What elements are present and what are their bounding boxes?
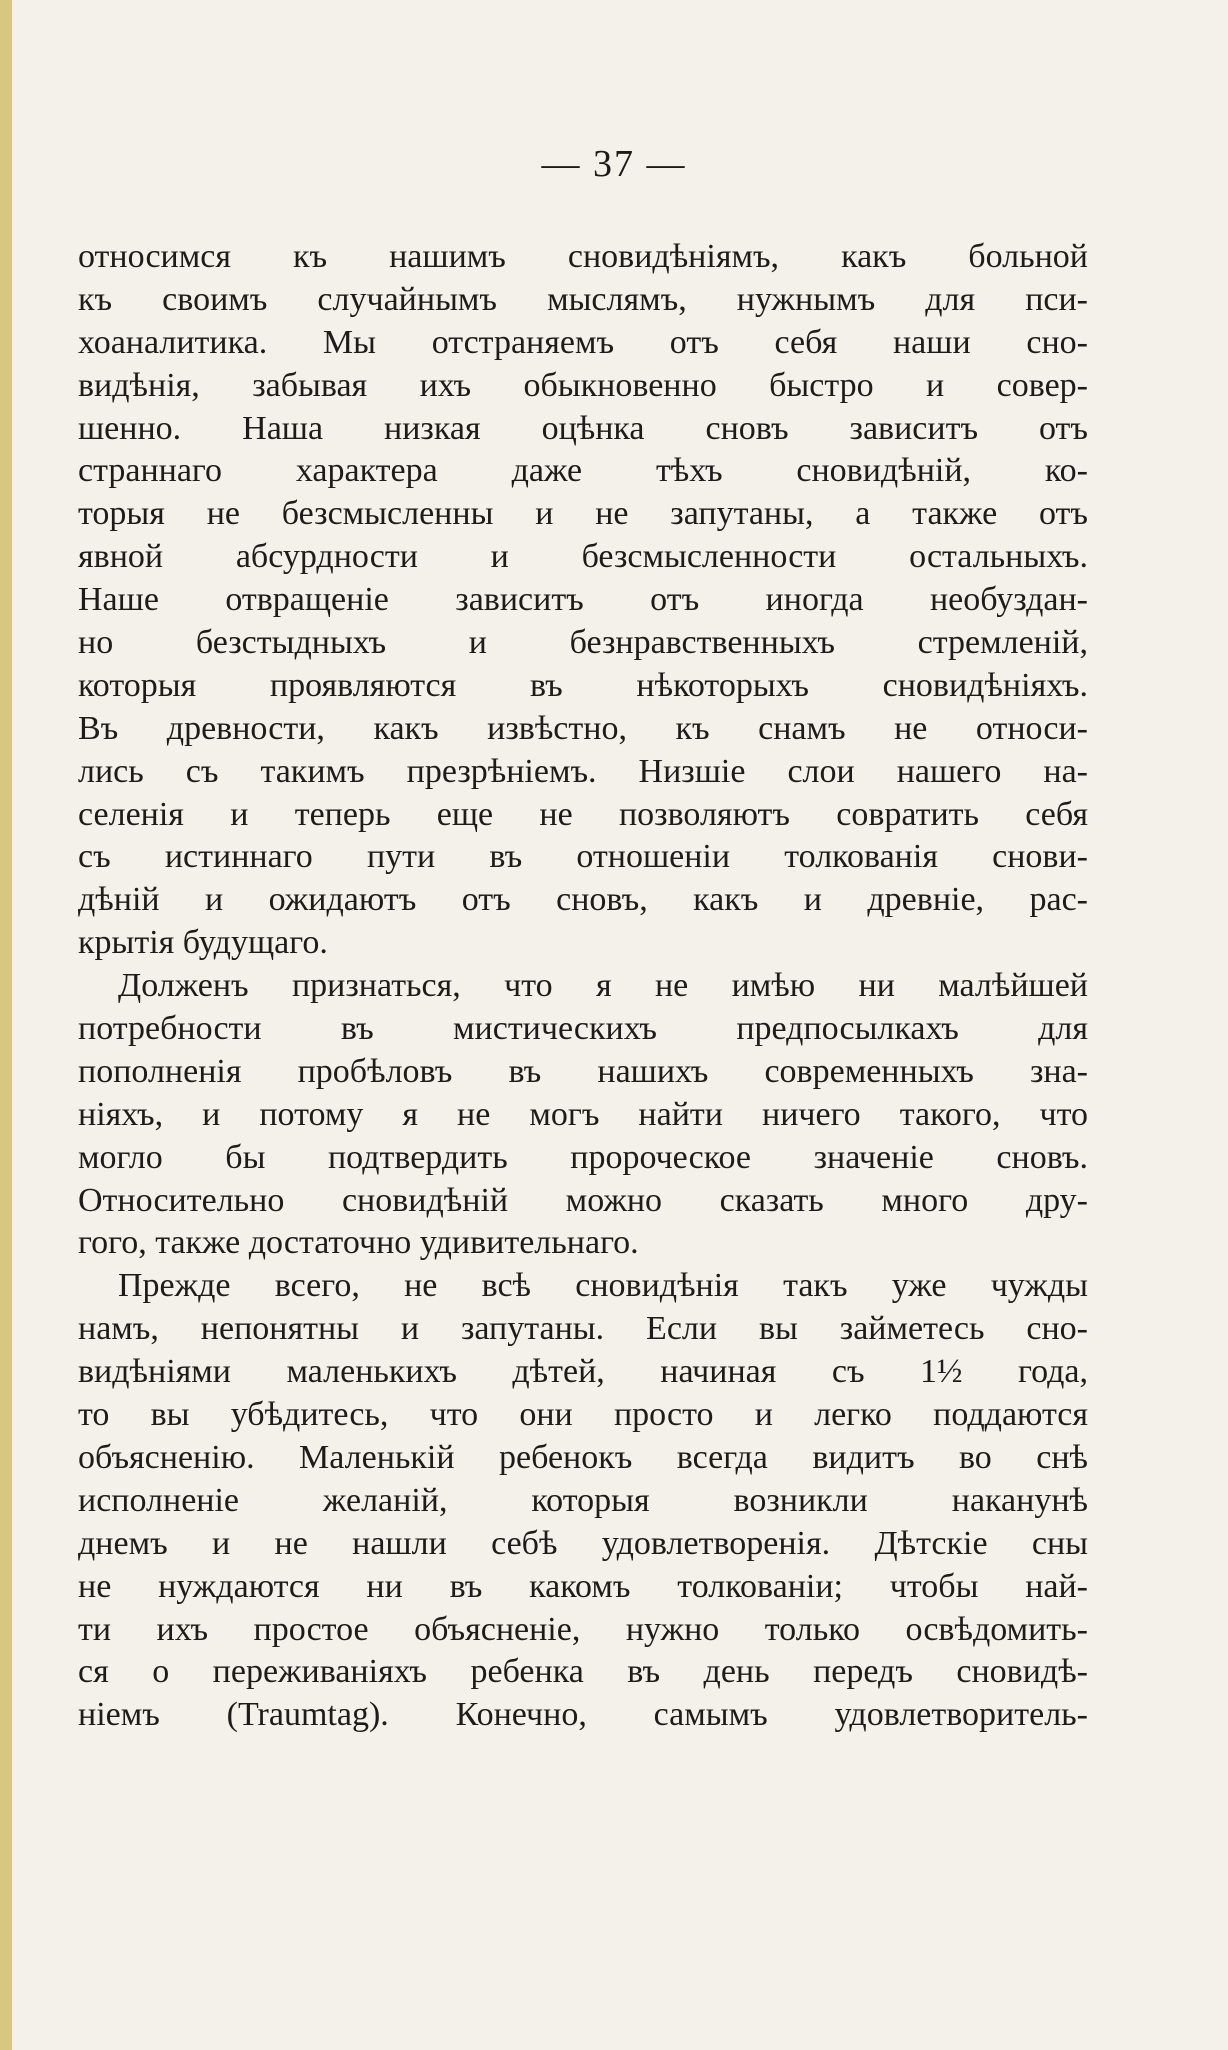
text-line: то вы убѣдитесь, что они просто и легко поддаются bbox=[78, 1396, 1088, 1434]
text-line: не нуждаются ни въ какомъ толкованіи; чтобы най- bbox=[78, 1567, 1088, 1605]
text-line: но безстыдныхъ и безнравственныхъ стремленій, bbox=[78, 624, 1088, 662]
text-line: пополненія пробѣловъ въ нашихъ современныхъ зна- bbox=[78, 1052, 1088, 1090]
text-line: лись съ такимъ презрѣніемъ. Низшіе слои нашего на- bbox=[78, 752, 1088, 790]
text-line: видѣніями маленькихъ дѣтей, начиная съ 1½ года, bbox=[78, 1353, 1088, 1391]
text-line: ніяхъ, и потому я не могъ найти ничего такого, что bbox=[78, 1095, 1088, 1133]
text-line: явной абсурдности и безсмысленности остальныхъ. bbox=[78, 538, 1088, 576]
text-line: шенно. Наша низкая оцѣнка сновъ зависитъ отъ bbox=[78, 409, 1088, 447]
text-line: страннаго характера даже тѣхъ сновидѣній, ко- bbox=[78, 452, 1088, 490]
text-line: Прежде всего, не всѣ сновидѣнія такъ уже чужды bbox=[118, 1267, 1088, 1305]
text-line: которыя проявляются въ нѣкоторыхъ сновидѣніяхъ. bbox=[78, 666, 1088, 704]
text-line: крытія будущаго. bbox=[78, 924, 328, 962]
text-line: относимся къ нашимъ сновидѣніямъ, какъ больной bbox=[78, 238, 1088, 275]
text-line: Наше отвращеніе зависитъ отъ иногда необуздан- bbox=[78, 581, 1088, 619]
text-line: къ своимъ случайнымъ мыслямъ, нужнымъ для пси- bbox=[78, 280, 1088, 318]
text-line: ти ихъ простое объясненіе, нужно только освѣдомить- bbox=[78, 1610, 1088, 1648]
text-line: хоаналитика. Мы отстраняемъ отъ себя наши сно- bbox=[78, 323, 1088, 361]
text-line: намъ, непонятны и запутаны. Если вы займетесь сно- bbox=[78, 1310, 1088, 1348]
text-line: съ истиннаго пути въ отношеніи толкованія снови- bbox=[78, 838, 1088, 876]
text-line: ся о переживаніяхъ ребенка въ день передъ сновидѣ- bbox=[78, 1653, 1088, 1691]
text-line: селенія и теперь еще не позволяютъ совратить себя bbox=[78, 795, 1088, 833]
page-number: — 37 — bbox=[541, 143, 687, 185]
text-line: днемъ и не нашли себѣ удовлетворенія. Дѣтскіе сны bbox=[78, 1524, 1088, 1562]
text-line: могло бы подтвердить пророческое значеніе сновъ. bbox=[78, 1138, 1088, 1176]
text-line: торыя не безсмысленны и не запутаны, а также отъ bbox=[78, 495, 1088, 533]
text-line: гого, также достаточно удивительнаго. bbox=[78, 1224, 639, 1262]
text-line: исполненіе желаній, которыя возникли наканунѣ bbox=[78, 1481, 1088, 1519]
text-line: Долженъ признаться, что я не имѣю ни малѣйшей bbox=[118, 967, 1088, 1005]
page-edge bbox=[0, 0, 12, 2050]
body-text bbox=[78, 236, 1088, 1737]
text-line: Въ древности, какъ извѣстно, къ снамъ не относи- bbox=[78, 709, 1088, 747]
text-line: дѣній и ожидаютъ отъ сновъ, какъ и древніе, рас- bbox=[78, 881, 1088, 919]
text-line: ніемъ (Traumtag). Конечно, самымъ удовлетворитель- bbox=[78, 1696, 1088, 1734]
text-line: потребности въ мистическихъ предпосылкахъ для bbox=[78, 1010, 1088, 1048]
text-line: объясненію. Маленькій ребенокъ всегда видитъ во снѣ bbox=[78, 1438, 1088, 1476]
text-line: видѣнія, забывая ихъ обыкновенно быстро и совер- bbox=[78, 366, 1088, 404]
text-line: Относительно сновидѣній можно сказать много дру- bbox=[78, 1181, 1088, 1219]
